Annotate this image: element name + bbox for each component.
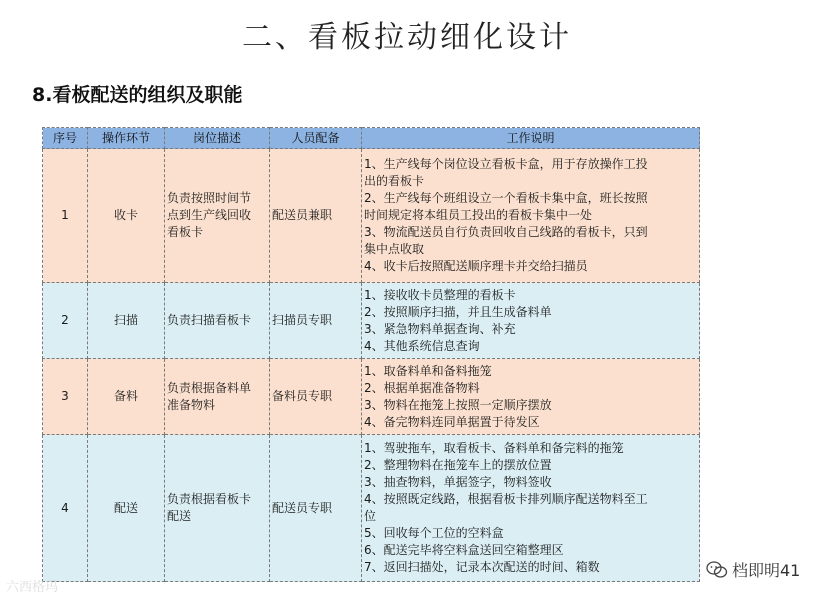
section-heading: 8.看板配送的组织及职能 — [32, 84, 243, 106]
row-step: 配送 — [88, 435, 165, 582]
table-row — [43, 149, 700, 283]
table-row — [43, 435, 700, 582]
kanban-table — [42, 127, 700, 582]
page-title: 二、看板拉动细化设计 — [242, 20, 572, 55]
header-work: 工作说明 — [362, 128, 700, 149]
header-no: 序号 — [43, 128, 88, 149]
row-staff: 扫描员专职 — [270, 283, 362, 359]
row-staff: 备料员专职 — [270, 359, 362, 435]
row-work: 1、接收收卡员整理的看板卡 2、按照顺序扫描，并且生成备料单 3、紧急物料单据查询、补充 4、其他系统信息查询 — [362, 283, 700, 359]
table-row — [43, 359, 700, 435]
table-row — [43, 283, 700, 359]
row-desc: 负责按照时间节 点到生产线回收 看板卡 — [165, 149, 270, 283]
row-no: 2 — [43, 283, 88, 359]
row-step: 扫描 — [88, 283, 165, 359]
header-desc: 岗位描述 — [165, 128, 270, 149]
row-no: 4 — [43, 435, 88, 582]
watermark-left: 六西格玛 — [6, 580, 59, 595]
row-desc: 负责根据备料单 准备物料 — [165, 359, 270, 435]
header-step: 操作环节 — [88, 128, 165, 149]
row-work: 1、生产线每个岗位设立看板卡盒，用于存放操作工投 出的看板卡 2、生产线每个班组设立一个看板卡集中盒，班长按照 时间规定将本组员工投出的看板卡集中一处 3、物流配送员自行负责回收自己线路的看板卡，只到 集中点收取 4、收卡后按照配送顺序理卡并交给扫描员 — [362, 149, 700, 283]
watermark-right — [706, 558, 800, 581]
row-work: 1、驾驶拖车，取看板卡、备料单和备完料的拖笼 2、整理物料在拖笼车上的摆放位置 3、抽查物料，单据签字，物料签收 4、按照既定线路，根据看板卡排列顺序配送物料至工 位 5、回收每个工位的空料盒 6、配送完毕将空料盒送回空箱整理区 7、返回扫描处，记录本次配送的时间、箱数 — [362, 435, 700, 582]
row-desc: 负责根据看板卡 配送 — [165, 435, 270, 582]
watermark-text: 档即明41 — [732, 561, 801, 580]
row-work: 1、取备料单和备料拖笼 2、根据单据准备物料 3、物料在拖笼上按照一定顺序摆放 4、备完物料连同单据置于待发区 — [362, 359, 700, 435]
row-step: 备料 — [88, 359, 165, 435]
wechat-icon — [706, 561, 728, 579]
row-staff: 配送员兼职 — [270, 149, 362, 283]
row-desc: 负责扫描看板卡 — [165, 283, 270, 359]
row-no: 3 — [43, 359, 88, 435]
row-staff: 配送员专职 — [270, 435, 362, 582]
row-step: 收卡 — [88, 149, 165, 283]
header-staff: 人员配备 — [270, 128, 362, 149]
table-header-row — [43, 128, 700, 149]
row-no: 1 — [43, 149, 88, 283]
